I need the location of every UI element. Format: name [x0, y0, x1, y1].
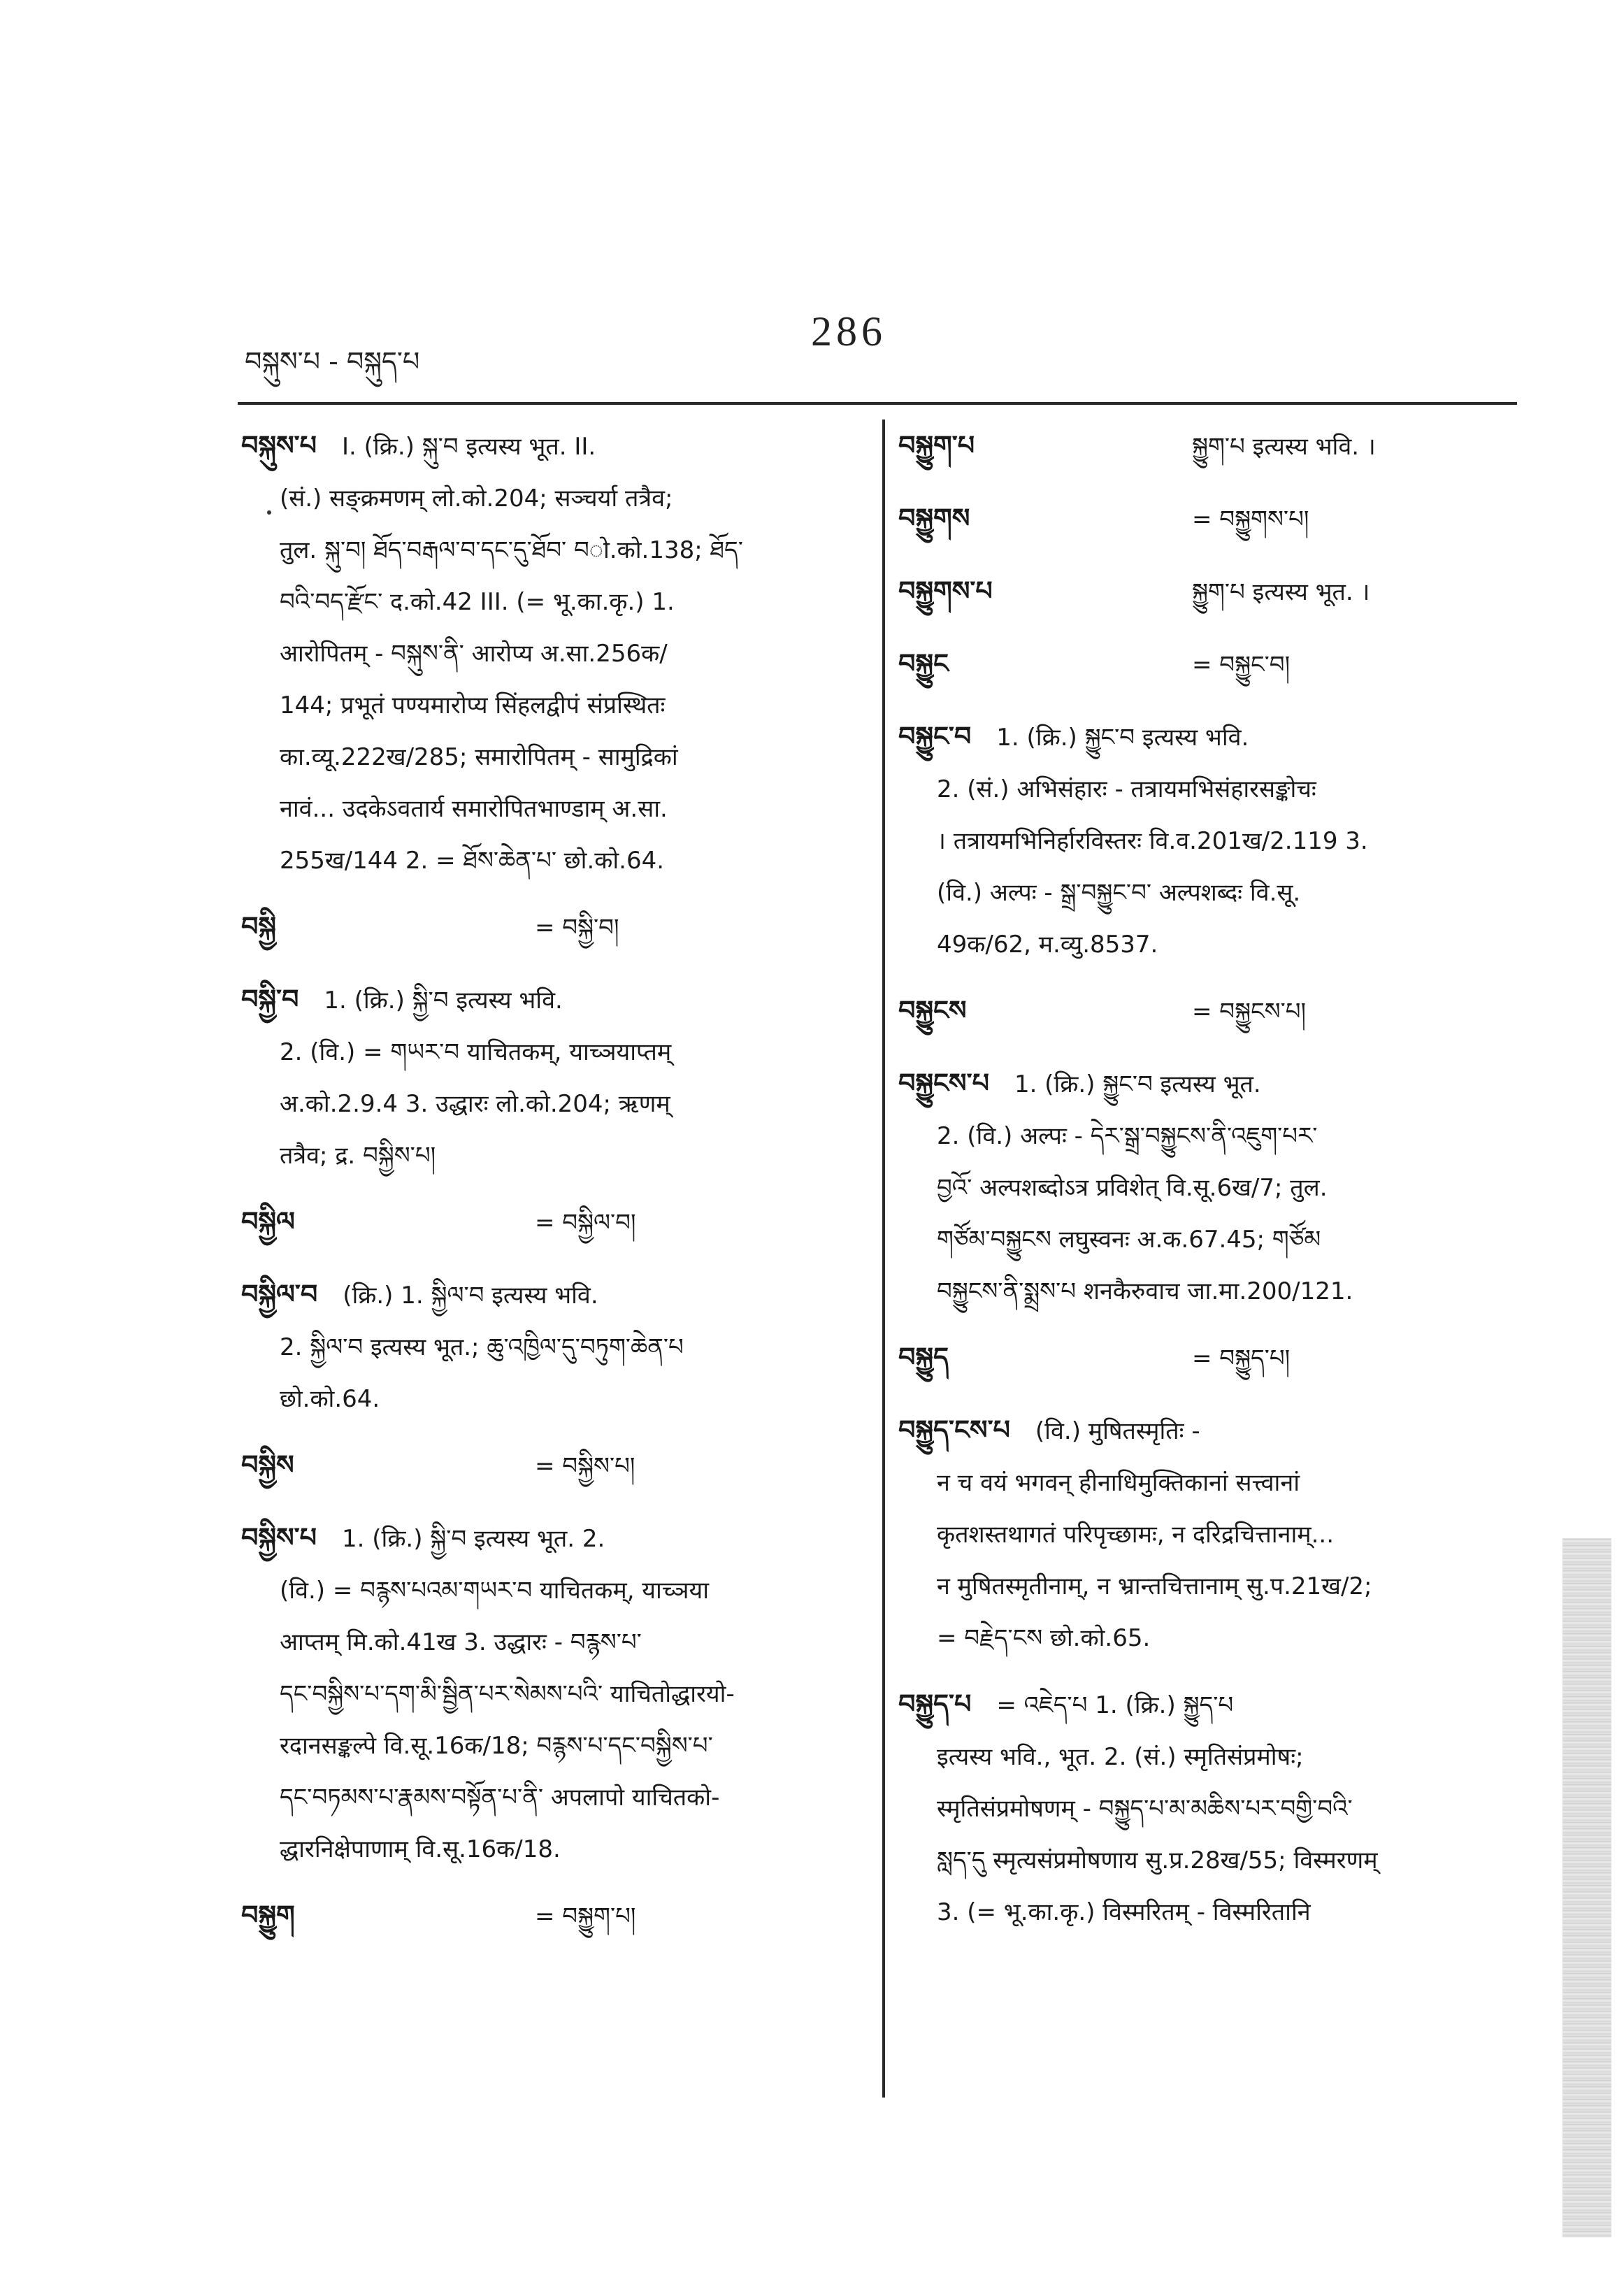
entry-line — [241, 973, 870, 1026]
entry-line — [898, 1509, 1528, 1561]
header-rule — [238, 402, 1517, 405]
entry-line — [241, 680, 870, 731]
entry-line — [241, 1668, 870, 1720]
entry-text: 1. (क्रि.) སྐྱི་བ इत्यस्य भवि. — [324, 987, 563, 1015]
entry-text: 144; प्रभूतं पण्यमारोप्य सिंहलद्वीपं संप्रस्थितः — [280, 691, 666, 719]
entry-line — [241, 1130, 870, 1182]
crossref-target: སྐྱུག་པ इत्यस्य भूत. । — [1192, 578, 1370, 606]
entry-line — [241, 1512, 870, 1565]
entry-line — [898, 1561, 1528, 1612]
entry-line — [898, 815, 1528, 867]
crossref-target: སྐྱུག་པ इत्यस्य भवि. । — [1192, 433, 1376, 461]
entry-line — [241, 835, 870, 887]
entry-line — [241, 1720, 870, 1772]
entry-text: । तत्रायमभिनिर्हारविस्तरः वि.व.201ख/2.119 3. — [937, 827, 1368, 855]
entry-line — [241, 731, 870, 783]
crossref-target: = བསྐྱུངས་པ། — [1192, 998, 1307, 1026]
headword: བསྐྱིས — [241, 1449, 294, 1480]
entry-line — [241, 1823, 870, 1875]
entry-text: नावं... उदकेऽवतार्य समारोपितभाण्डाम् अ.सा. — [280, 795, 668, 823]
entry-text: (वि.) अल्पः - སྒྲ་བསྐྱུང་བ་ अल्पशब्दः वि.सू. — [937, 879, 1301, 907]
entry-line — [898, 1783, 1528, 1835]
headword: བསྐྱིས་པ — [241, 1522, 317, 1553]
dictionary-entry — [241, 420, 870, 887]
entry-line — [898, 1731, 1528, 1783]
headword: བསྐྱི — [241, 911, 277, 942]
entry-text: 1. (क्रि.) སྐྱུང་བ इत्यस्य भवि. — [996, 724, 1249, 752]
entry-text: छो.को.64. — [280, 1385, 380, 1413]
left-column — [241, 420, 870, 1962]
crossref-target: = བསྐྱུག་པ། — [535, 1902, 636, 1930]
entry-line — [241, 473, 870, 524]
headword: བསྐྱུགས — [898, 503, 970, 533]
entry-line — [241, 576, 870, 628]
entry-text: བའི་བད་རྫོང་ द.को.42 III. (= भू.का.कृ.) 1. — [280, 588, 675, 616]
headword: བསྐྱུགས་པ — [898, 575, 993, 606]
entry-text: इत्यस्य भवि., भूत. 2. (सं.) स्मृतिसंप्रमोषः; — [937, 1743, 1304, 1771]
entry-text: 2. (वि.) = གཡར་བ याचितकम्, याच्ञयाप्तम् — [280, 1038, 672, 1066]
entry-line — [241, 1268, 870, 1321]
entry-text: = བརྗེད་ངས छो.को.65. — [937, 1624, 1151, 1652]
entry-line — [898, 1266, 1528, 1317]
crossref-entry — [241, 901, 870, 954]
entry-line — [241, 1616, 870, 1668]
entry-line — [241, 1373, 870, 1425]
crossref-entry — [898, 984, 1528, 1038]
entry-text: द्धारनिक्षेपाणाम् वि.सू.16क/18. — [280, 1835, 561, 1863]
dictionary-entry — [898, 1678, 1528, 1938]
entry-line — [241, 1026, 870, 1078]
headword: བསྐྱུད — [898, 1342, 949, 1372]
headword: བསྐུས་པ — [241, 430, 317, 461]
entry-text: न मुषितस्मृतीनाम्, न भ्रान्तचित्तानाम् सु.प.21ख/2; — [937, 1572, 1372, 1600]
entry-text: 1. (क्रि.) སྐྱུང་བ इत्यस्य भूत. — [1014, 1070, 1261, 1098]
crossref-target: = བསྐྱིས་པ། — [535, 1452, 635, 1480]
entry-line — [241, 420, 870, 473]
dictionary-entry — [898, 710, 1528, 970]
crossref-entry — [241, 1439, 870, 1492]
entry-line — [898, 764, 1528, 815]
headword: བསྐྱུངས — [898, 995, 967, 1026]
entry-text: न च वयं भगवन् हीनाधिमुक्तिकानां सत्त्वानां — [937, 1469, 1300, 1497]
entry-text: अ.को.2.9.4 3. उद्धारः लो.को.204; ऋणम् — [280, 1090, 670, 1118]
entry-text: 3. (= भू.का.कृ.) विस्मरितम् - विस्मरितानि — [937, 1898, 1311, 1926]
entry-text: 2. སྐྱིལ་བ इत्यस्य भूत.; ཆུ་འཁྱིལ་དུ་བཏུག་ཆེན་པ — [280, 1333, 684, 1361]
entry-line — [241, 524, 870, 576]
entry-text: रदानसङ्कल्पे वि.सू.16क/18; བརྙས་པ་དང་བསྐྱིས་པ་ — [280, 1732, 713, 1760]
entry-line — [898, 1404, 1528, 1457]
entry-text: 1. (क्रि.) སྐྱི་བ इत्यस्य भूत. 2. — [342, 1525, 605, 1553]
entry-line — [898, 1678, 1528, 1731]
entry-text: 2. (वि.) अल्पः - དེར་སྒྲ་བསྐྱུངས་ནི་འཇུག་པར་ — [937, 1122, 1318, 1150]
right-column — [898, 420, 1528, 1952]
crossref-target: = བསྐྱུགས་པ། — [1192, 506, 1309, 533]
entry-text: 49क/62, म.व्यु.8537. — [937, 931, 1158, 959]
entry-text: = འཇེད་པ 1. (क्रि.) སྐྱུད་པ — [996, 1691, 1234, 1719]
entry-text: (क्रि.) 1. སྐྱིལ་བ इत्यस्य भवि. — [343, 1282, 598, 1310]
entry-text: स्मृतिसंप्रमोषणम् - བསྐྱུད་པ་མ་མཆིས་པར་བགྱི་བའི་ — [937, 1795, 1353, 1823]
crossref-target: = བསྐྱིལ་བ། — [535, 1209, 636, 1237]
entry-line — [898, 1214, 1528, 1266]
headword: བསྐྱིལ་བ — [241, 1279, 318, 1310]
headword: བསྐྱུད་པ — [898, 1689, 972, 1719]
entry-line — [898, 1162, 1528, 1214]
crossref-entry — [898, 1331, 1528, 1384]
entry-line — [898, 1457, 1528, 1509]
crossref-entry — [898, 420, 1528, 473]
headword: བསྐྱུང — [898, 648, 949, 679]
entry-text: कृतशस्तथागतं परिपृच्छामः, न दरिद्रचित्तानाम्... — [937, 1521, 1335, 1549]
entry-line — [898, 1110, 1528, 1162]
entry-text: I. (क्रि.) སྐུ་བ इत्यस्य भूत. II. — [342, 433, 596, 461]
entry-line — [898, 710, 1528, 764]
entry-line — [241, 1078, 870, 1130]
crossref-entry — [898, 492, 1528, 545]
crossref-entry — [898, 638, 1528, 691]
entry-text: བྱའོ་ अल्पशब्दोऽत्र प्रविशेत् वि.सू.6ख/7; तुल. — [937, 1174, 1328, 1202]
entry-text: (वि.) मुषितस्मृतिः - — [1035, 1417, 1200, 1445]
entry-line — [241, 1321, 870, 1373]
dictionary-entry — [241, 1512, 870, 1875]
entry-line — [898, 1886, 1528, 1938]
entry-text: तत्रैव; द्र. བསྐྱིས་པ། — [280, 1142, 436, 1170]
entry-text: 2. (सं.) अभिसंहारः - तत्रायमभिसंहारसङ्कोचः — [937, 775, 1316, 803]
guide-words: བསྐུས་པ - བསྐུད་པ — [245, 346, 420, 377]
entry-text: སླད་དུ स्मृत्यसंप्रमोषणाय सु.प्र.28ख/55; विस्मरणम् — [937, 1847, 1378, 1874]
dictionary-entry — [241, 1268, 870, 1425]
entry-text: का.व्यू.222ख/285; समारोपितम् - सामुद्रिकां — [280, 743, 678, 771]
entry-line — [241, 1772, 870, 1823]
entry-text: དང་བཏམས་པ་རྣམས་བསྟོན་པ་ནི་ अपलापो याचितको- — [280, 1784, 720, 1812]
entry-line — [898, 1057, 1528, 1110]
entry-line — [898, 1835, 1528, 1886]
crossref-target: = བསྐྱུང་བ། — [1192, 651, 1291, 679]
crossref-target: = བསྐྱི་བ། — [535, 914, 619, 942]
entry-text: आरोपितम् - བསྐུས་ནི་ आरोप्य अ.सा.256क/ — [280, 640, 668, 668]
crossref-entry — [241, 1889, 870, 1942]
entry-text: (वि.) = བརྙས་པའམ་གཡར་བ याचितकम्, याच्ञया — [280, 1577, 710, 1605]
scanned-page-edge — [1562, 1538, 1611, 2237]
entry-text: 255ख/144 2. = ཐོས་ཆེན་པ་ छो.को.64. — [280, 847, 665, 875]
entry-line — [241, 628, 870, 680]
headword: བསྐྱུད་ངས་པ — [898, 1414, 1010, 1445]
headword: བསྐྱུག་པ — [898, 430, 975, 461]
page-number: 286 — [811, 308, 886, 354]
entry-text: བསྐྱུངས་ནི་སྨྲས་པ शनकैरुवाच जा.मा.200/121. — [937, 1277, 1353, 1305]
dictionary-entry — [898, 1404, 1528, 1664]
entry-line — [241, 1565, 870, 1616]
entry-line — [241, 783, 870, 835]
headword: བསྐྱུག — [241, 1900, 295, 1930]
entry-text: དང་བསྐྱིས་པ་དག་མི་སྦྱིན་པར་སེམས་པའི་ याचितोद्धारयो- — [280, 1680, 735, 1708]
entry-text: तुल. སྐུ་བ། ཐོད་བརྒལ་བ་དང་དུ་ཐོབ་ བो.को.138; ཐོད་ — [280, 536, 743, 564]
entry-text: (सं.) सङ्क्रमणम् लो.को.204; सञ्चर्या तत्रैव; — [280, 485, 673, 512]
entry-line — [898, 867, 1528, 919]
crossref-entry — [241, 1196, 870, 1249]
crossref-target: = བསྐྱུད་པ། — [1192, 1345, 1291, 1372]
entry-text: གཙོམ་བསྐྱུངས लघुस्वनः अ.क.67.45; གཙོམ — [937, 1226, 1321, 1254]
dictionary-entry — [898, 1057, 1528, 1317]
headword: བསྐྱིལ — [241, 1206, 295, 1237]
headword: བསྐྱི་བ — [241, 984, 299, 1015]
column-divider — [882, 420, 885, 2098]
entry-line — [898, 1612, 1528, 1664]
headword: བསྐྱུངས་པ — [898, 1068, 989, 1098]
entry-text: आप्तम् मि.को.41ख 3. उद्धारः - བརྙས་པ་ — [280, 1628, 642, 1656]
crossref-entry — [898, 565, 1528, 618]
entry-line — [898, 919, 1528, 970]
dictionary-entry — [241, 973, 870, 1182]
headword: བསྐྱུང་བ — [898, 721, 972, 752]
